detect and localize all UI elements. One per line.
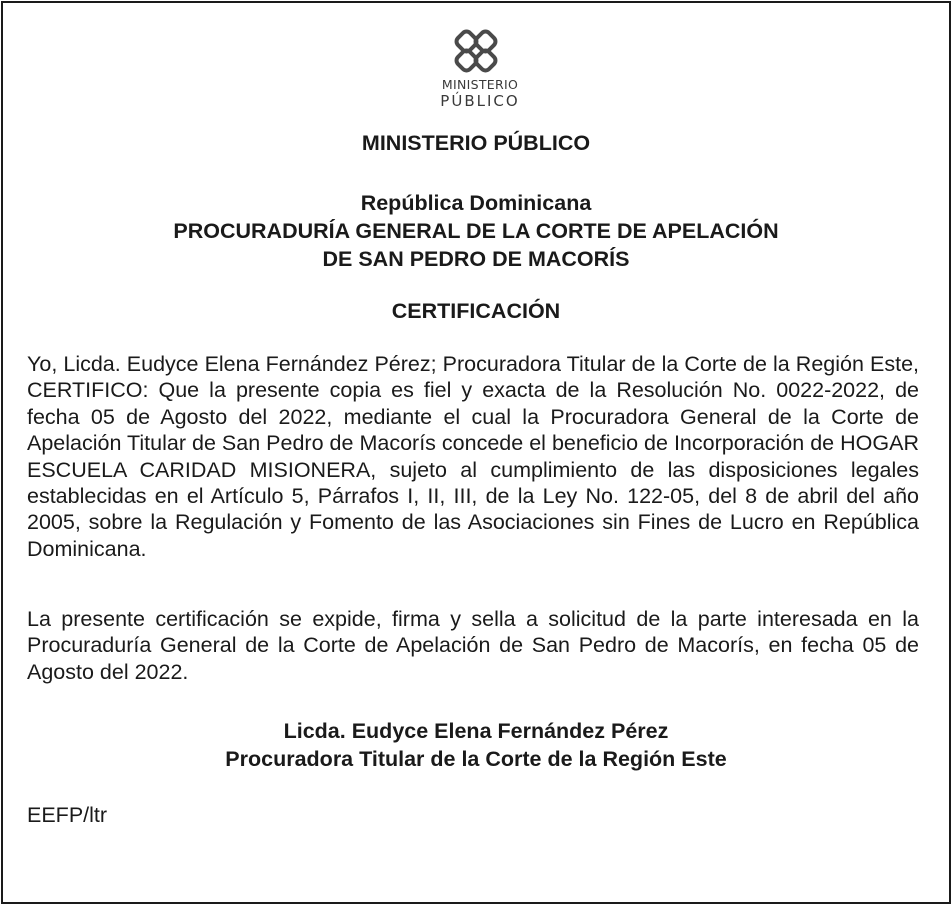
country-heading: República Dominicana: [360, 191, 592, 215]
signatory-role: Procuradora Titular de la Corte de la Región Este: [225, 747, 727, 771]
ministry-logo: [3, 27, 949, 109]
signature-block: [3, 717, 949, 773]
reference-initials: EEFP/ltr: [27, 803, 108, 827]
office-heading-line1: PROCURADURÍA GENERAL DE LA CORTE DE APELACIÓN: [173, 219, 779, 243]
office-heading-block: [3, 189, 949, 273]
signatory-name: Licda. Eudyce Elena Fernández Pérez: [283, 719, 669, 743]
logo-text-line1: MINISTERIO: [441, 77, 519, 92]
office-heading-line2: DE SAN PEDRO DE MACORÍS: [322, 247, 630, 271]
ministry-heading: MINISTERIO PÚBLICO: [361, 131, 591, 155]
issuance-paragraph: La presente certificación se expide, firma y sella a solicitud de la parte interesada en la Procuraduría General de la Corte de Apelación de San Pedro de Macorís, en fecha 05 de Agosto del 2022.: [27, 607, 919, 684]
certification-paragraph: Yo, Licda. Eudyce Elena Fernández Pérez; Procuradora Titular de la Corte de la Región Este, CERTIFICO: Que la presente copia es fiel y exacta de la Resolución No. 0022-2022, de fecha 05 de Agosto del 2022, mediante el cual la Procuradora General de la Corte de Apelación Titular de San Pedro de Macorís concede el beneficio de Incorporación de HOGAR ESCUELA CARIDAD MISIONERA, sujeto al cumplimiento de las disposiciones legales establecidas en el Artículo 5, Párrafos I, II, III, de la Ley No. 122-05, del 8 de abril del año 2005, sobre la Regulación y Fomento de las Asociaciones sin Fines de Lucro en República Dominicana.: [27, 352, 919, 561]
interlaced-knot-icon: [452, 27, 500, 75]
document-title: CERTIFICACIÓN: [391, 299, 561, 323]
logo-text-line2: PÚBLICO: [440, 91, 520, 110]
document-frame: [1, 1, 951, 904]
